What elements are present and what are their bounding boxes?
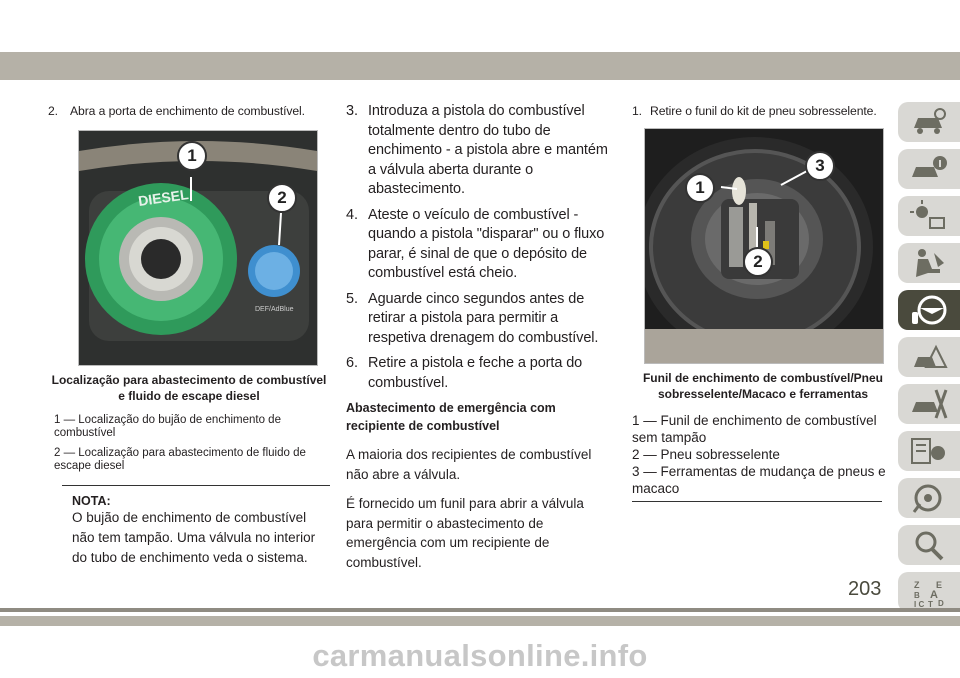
car-dashboard-icon bbox=[910, 106, 948, 138]
specs-gear-icon bbox=[910, 435, 948, 467]
section-heading: Abastecimento de emergência com recipiente de combustível bbox=[346, 401, 556, 433]
paragraph: É fornecido um funil para abrir a válvula para permitir o abastecimento de emergência com um recipiente de combustível. bbox=[346, 496, 584, 570]
tab-car-info[interactable] bbox=[898, 149, 960, 189]
step-4 bbox=[346, 206, 614, 284]
step-2 bbox=[48, 102, 330, 122]
tab-customer-assistance[interactable] bbox=[898, 525, 960, 565]
step-text: Ateste o veículo de combustível - quando a pistola "disparar" ou o fluxo parar, é sinal de que o depósito de combustível está cheio. bbox=[368, 206, 605, 281]
step-text: Retire a pistola e feche a porta do combustível. bbox=[368, 355, 583, 391]
spare-tire-illustration bbox=[645, 129, 883, 363]
tab-servicing[interactable] bbox=[898, 384, 960, 424]
svg-text:Z: Z bbox=[914, 580, 920, 590]
footer-band bbox=[0, 616, 960, 626]
paragraph: A maioria dos recipientes de combustível não abre a válvula. bbox=[346, 447, 592, 482]
steering-wheel-icon bbox=[910, 294, 948, 326]
figure-caption: Localização para abastecimento de combustível e fluido de escape diesel bbox=[51, 372, 327, 403]
tab-warning-lights[interactable] bbox=[898, 196, 960, 236]
figure-caption: Funil de enchimento de combustível/Pneu sobresselente/Macaco e ferramentas bbox=[642, 370, 884, 401]
index-icon bbox=[910, 576, 948, 608]
step-number: 3. bbox=[346, 103, 358, 119]
warning-triangle-icon bbox=[910, 341, 948, 373]
photo-callout-2: 2 bbox=[743, 247, 773, 277]
step-number: 1. bbox=[632, 104, 642, 118]
car-info-icon bbox=[910, 153, 948, 185]
column-left bbox=[48, 102, 330, 568]
diesel-cap-label: DIESEL bbox=[137, 185, 190, 209]
multimedia-icon bbox=[910, 482, 948, 514]
legend-rule bbox=[632, 501, 882, 502]
svg-text:I C: I C bbox=[914, 600, 925, 608]
photo-callout-2: 2 bbox=[267, 183, 297, 213]
note-text: O bujão de enchimento de combustível não tem tampão. Uma válvula no interior do tubo de enchimento veda o sistema. bbox=[72, 509, 316, 565]
step-number: 6. bbox=[346, 355, 358, 371]
note-rule bbox=[62, 485, 330, 486]
footer-rule bbox=[0, 608, 960, 612]
tab-index[interactable] bbox=[898, 572, 960, 612]
step-text: Introduza a pistola do combustível totalmente dentro do tubo de enchimento - a pistola abre e mantém a válvula aberta durante o abastecimento. bbox=[368, 103, 608, 197]
column-middle bbox=[346, 102, 614, 582]
legend-item: 1 — Funil de enchimento de combustível sem tampão bbox=[632, 412, 877, 445]
legend-item: 2 — Localização para abastecimento de fluido de escape diesel bbox=[54, 446, 306, 472]
step-text: Abra a porta de enchimento de combustível. bbox=[70, 104, 305, 118]
chapter-tabs bbox=[898, 102, 960, 619]
step-number: 2. bbox=[48, 104, 58, 118]
warning-lights-icon bbox=[910, 200, 948, 232]
legend-item: 2 — Pneu sobresselente bbox=[632, 446, 780, 462]
figure-legend bbox=[48, 414, 330, 473]
tab-multimedia[interactable] bbox=[898, 478, 960, 518]
photo-callout-1: 1 bbox=[685, 173, 715, 203]
step-number: 5. bbox=[346, 290, 358, 307]
figure-legend bbox=[632, 412, 894, 497]
step-5 bbox=[346, 290, 614, 349]
svg-text:E: E bbox=[936, 580, 943, 590]
service-tools-icon bbox=[910, 388, 948, 420]
fuel-filler-photo bbox=[78, 130, 318, 366]
column-right bbox=[632, 102, 894, 502]
note-block bbox=[62, 485, 330, 568]
step-1 bbox=[632, 102, 894, 122]
header-band bbox=[0, 52, 960, 80]
legend-item: 1 — Localização do bujão de enchimento de combustível bbox=[54, 413, 281, 439]
tab-specifications[interactable] bbox=[898, 431, 960, 471]
safety-airbag-icon bbox=[910, 247, 948, 279]
photo-callout-1: 1 bbox=[177, 141, 207, 171]
step-6 bbox=[346, 354, 614, 393]
step-3 bbox=[346, 102, 614, 200]
tab-safety[interactable] bbox=[898, 243, 960, 283]
step-number: 4. bbox=[346, 206, 358, 223]
search-icon bbox=[910, 529, 948, 561]
photo-callout-3: 3 bbox=[805, 151, 835, 181]
tab-car-dashboard[interactable] bbox=[898, 102, 960, 142]
def-label: DEF/AdBlue bbox=[255, 305, 294, 313]
svg-text:B: B bbox=[914, 591, 920, 600]
legend-item: 3 — Ferramentas de mudança de pneus e macaco bbox=[632, 463, 886, 496]
tab-starting-operating[interactable] bbox=[898, 290, 960, 330]
watermark: carmanualsonline.info bbox=[312, 638, 648, 673]
step-text: Aguarde cinco segundos antes de retirar a pistola para permitir a respetiva drenagem do combustível. bbox=[368, 290, 599, 346]
step-text: Retire o funil do kit de pneu sobresselente. bbox=[650, 104, 877, 118]
svg-text:T: T bbox=[928, 600, 933, 608]
note-heading: NOTA: bbox=[72, 493, 111, 508]
svg-text:A: A bbox=[930, 589, 938, 601]
spare-tire-photo bbox=[644, 128, 884, 364]
svg-text:D: D bbox=[938, 599, 944, 608]
page-number: 203 bbox=[848, 578, 882, 600]
tab-emergency[interactable] bbox=[898, 337, 960, 377]
